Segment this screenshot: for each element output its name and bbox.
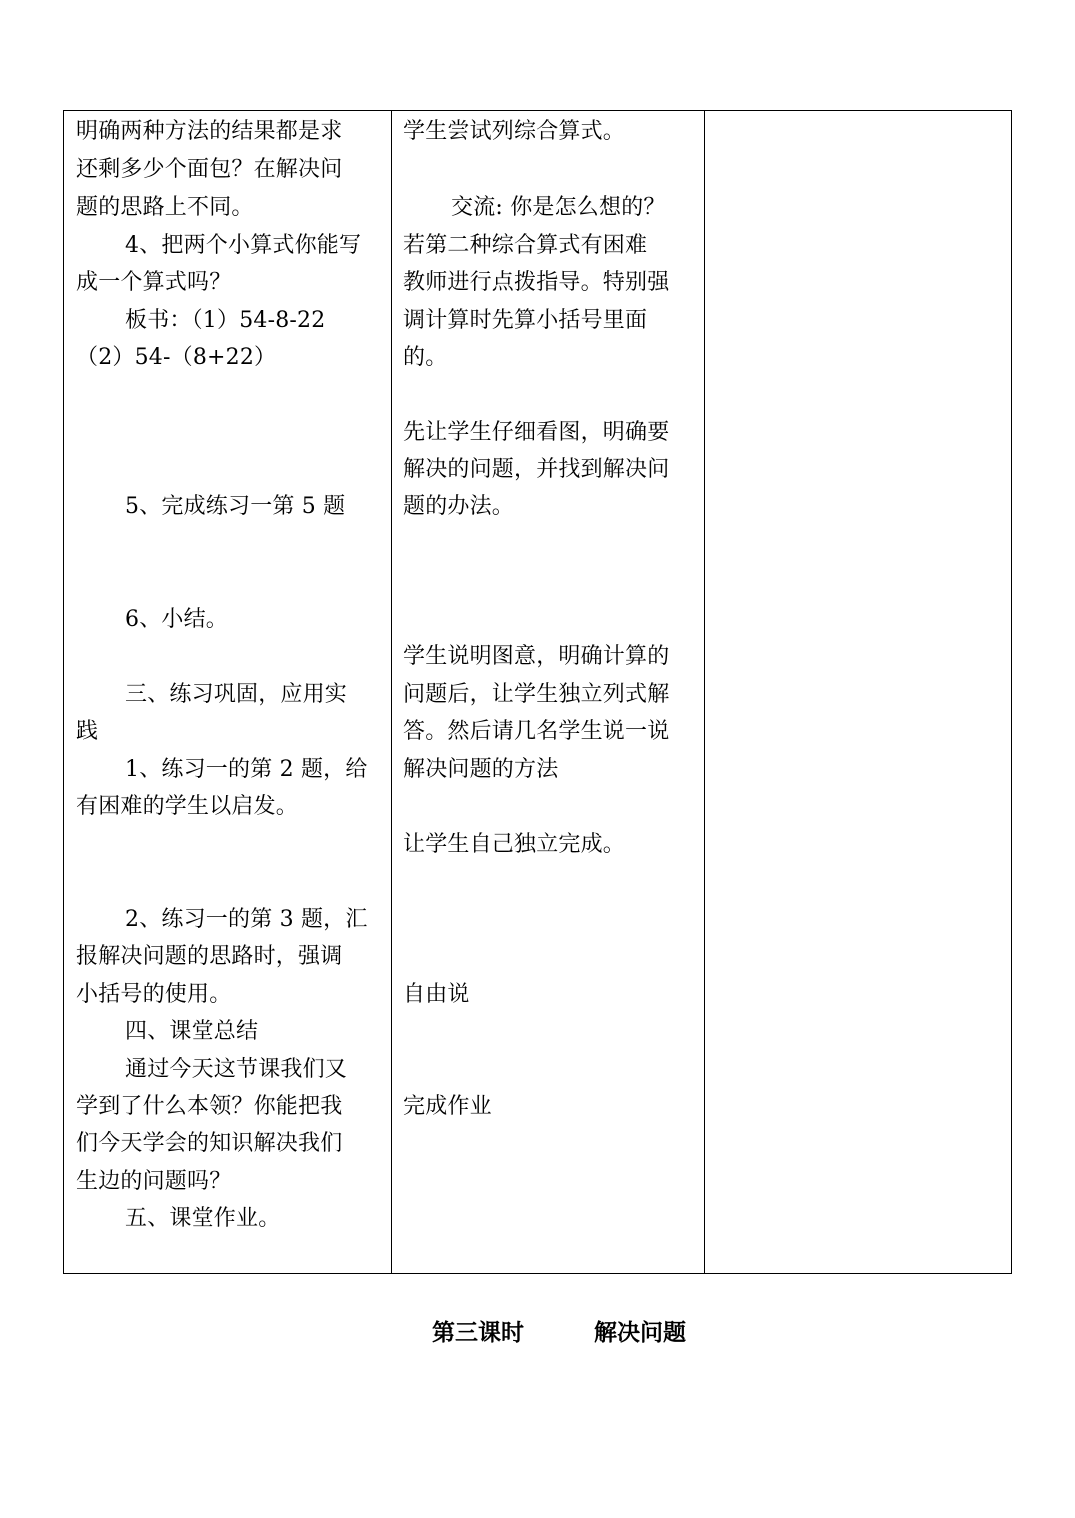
left-text-line: 报解决问题的思路时，强调: [76, 944, 343, 969]
left-text-line: 6、小结。: [125, 607, 228, 632]
middle-text-line: 的。: [403, 345, 448, 370]
middle-text-line: 学生尝试列综合算式。: [403, 119, 626, 144]
middle-text-line: 先让学生仔细看图，明确要: [403, 420, 670, 445]
middle-text-line: 解决的问题，并找到解决问: [403, 457, 670, 482]
left-text-line: 有困难的学生以启发。: [76, 794, 299, 819]
middle-text-line: 若第二种综合算式有困难: [403, 233, 648, 258]
left-text-line: 2、练习一的第 3 题，汇: [125, 907, 368, 932]
column-divider: [391, 111, 392, 1273]
left-text-line: 五、课堂作业。: [125, 1206, 281, 1231]
left-text-line: 4、把两个小算式你能写: [125, 233, 362, 258]
left-text-line: 践: [76, 719, 99, 744]
left-text-line: 题的思路上不同。: [76, 195, 254, 220]
left-text-line: 成一个算式吗？: [76, 270, 232, 295]
middle-text-line: 问题后，让学生独立列式解: [403, 682, 670, 707]
lesson-topic-heading: 解决问题: [594, 1319, 686, 1346]
middle-text-line: 完成作业: [403, 1094, 492, 1119]
left-text-line: 们今天学会的知识解决我们: [76, 1131, 343, 1156]
middle-text-line: 解决问题的方法: [403, 757, 559, 782]
left-text-line: 生边的问题吗？: [76, 1169, 232, 1194]
middle-text-line: 题的办法。: [403, 494, 515, 519]
middle-text-line: 教师进行点拨指导。特别强: [403, 270, 670, 295]
left-text-line: 还剩多少个面包？在解决问: [76, 157, 343, 182]
left-text-line: 明确两种方法的结果都是求: [76, 119, 343, 144]
left-text-line: 学到了什么本领？你能把我: [76, 1094, 343, 1119]
left-text-line: 板书：（1）54-8-22: [125, 308, 326, 333]
column-divider: [704, 111, 705, 1273]
middle-text-line: 学生说明图意，明确计算的: [403, 644, 670, 669]
left-text-line: （2）54-（8+22）: [76, 345, 277, 370]
middle-text-line: 答。然后请几名学生说一说: [403, 719, 670, 744]
left-text-line: 5、完成练习一第 5 题: [125, 494, 346, 519]
lesson-number-heading: 第三课时: [432, 1319, 524, 1346]
left-text-line: 1、练习一的第 2 题，给: [125, 757, 368, 782]
left-text-line: 三、练习巩固，应用实: [125, 682, 348, 707]
left-text-line: 小括号的使用。: [76, 982, 232, 1007]
middle-text-line: 交流: 你是怎么想的？: [451, 195, 666, 220]
middle-text-line: 让学生自己独立完成。: [403, 832, 626, 857]
left-text-line: 四、课堂总结: [125, 1019, 259, 1044]
left-text-line: 通过今天这节课我们又: [125, 1057, 348, 1082]
middle-text-line: 自由说: [403, 982, 470, 1007]
middle-text-line: 调计算时先算小括号里面: [403, 308, 648, 333]
